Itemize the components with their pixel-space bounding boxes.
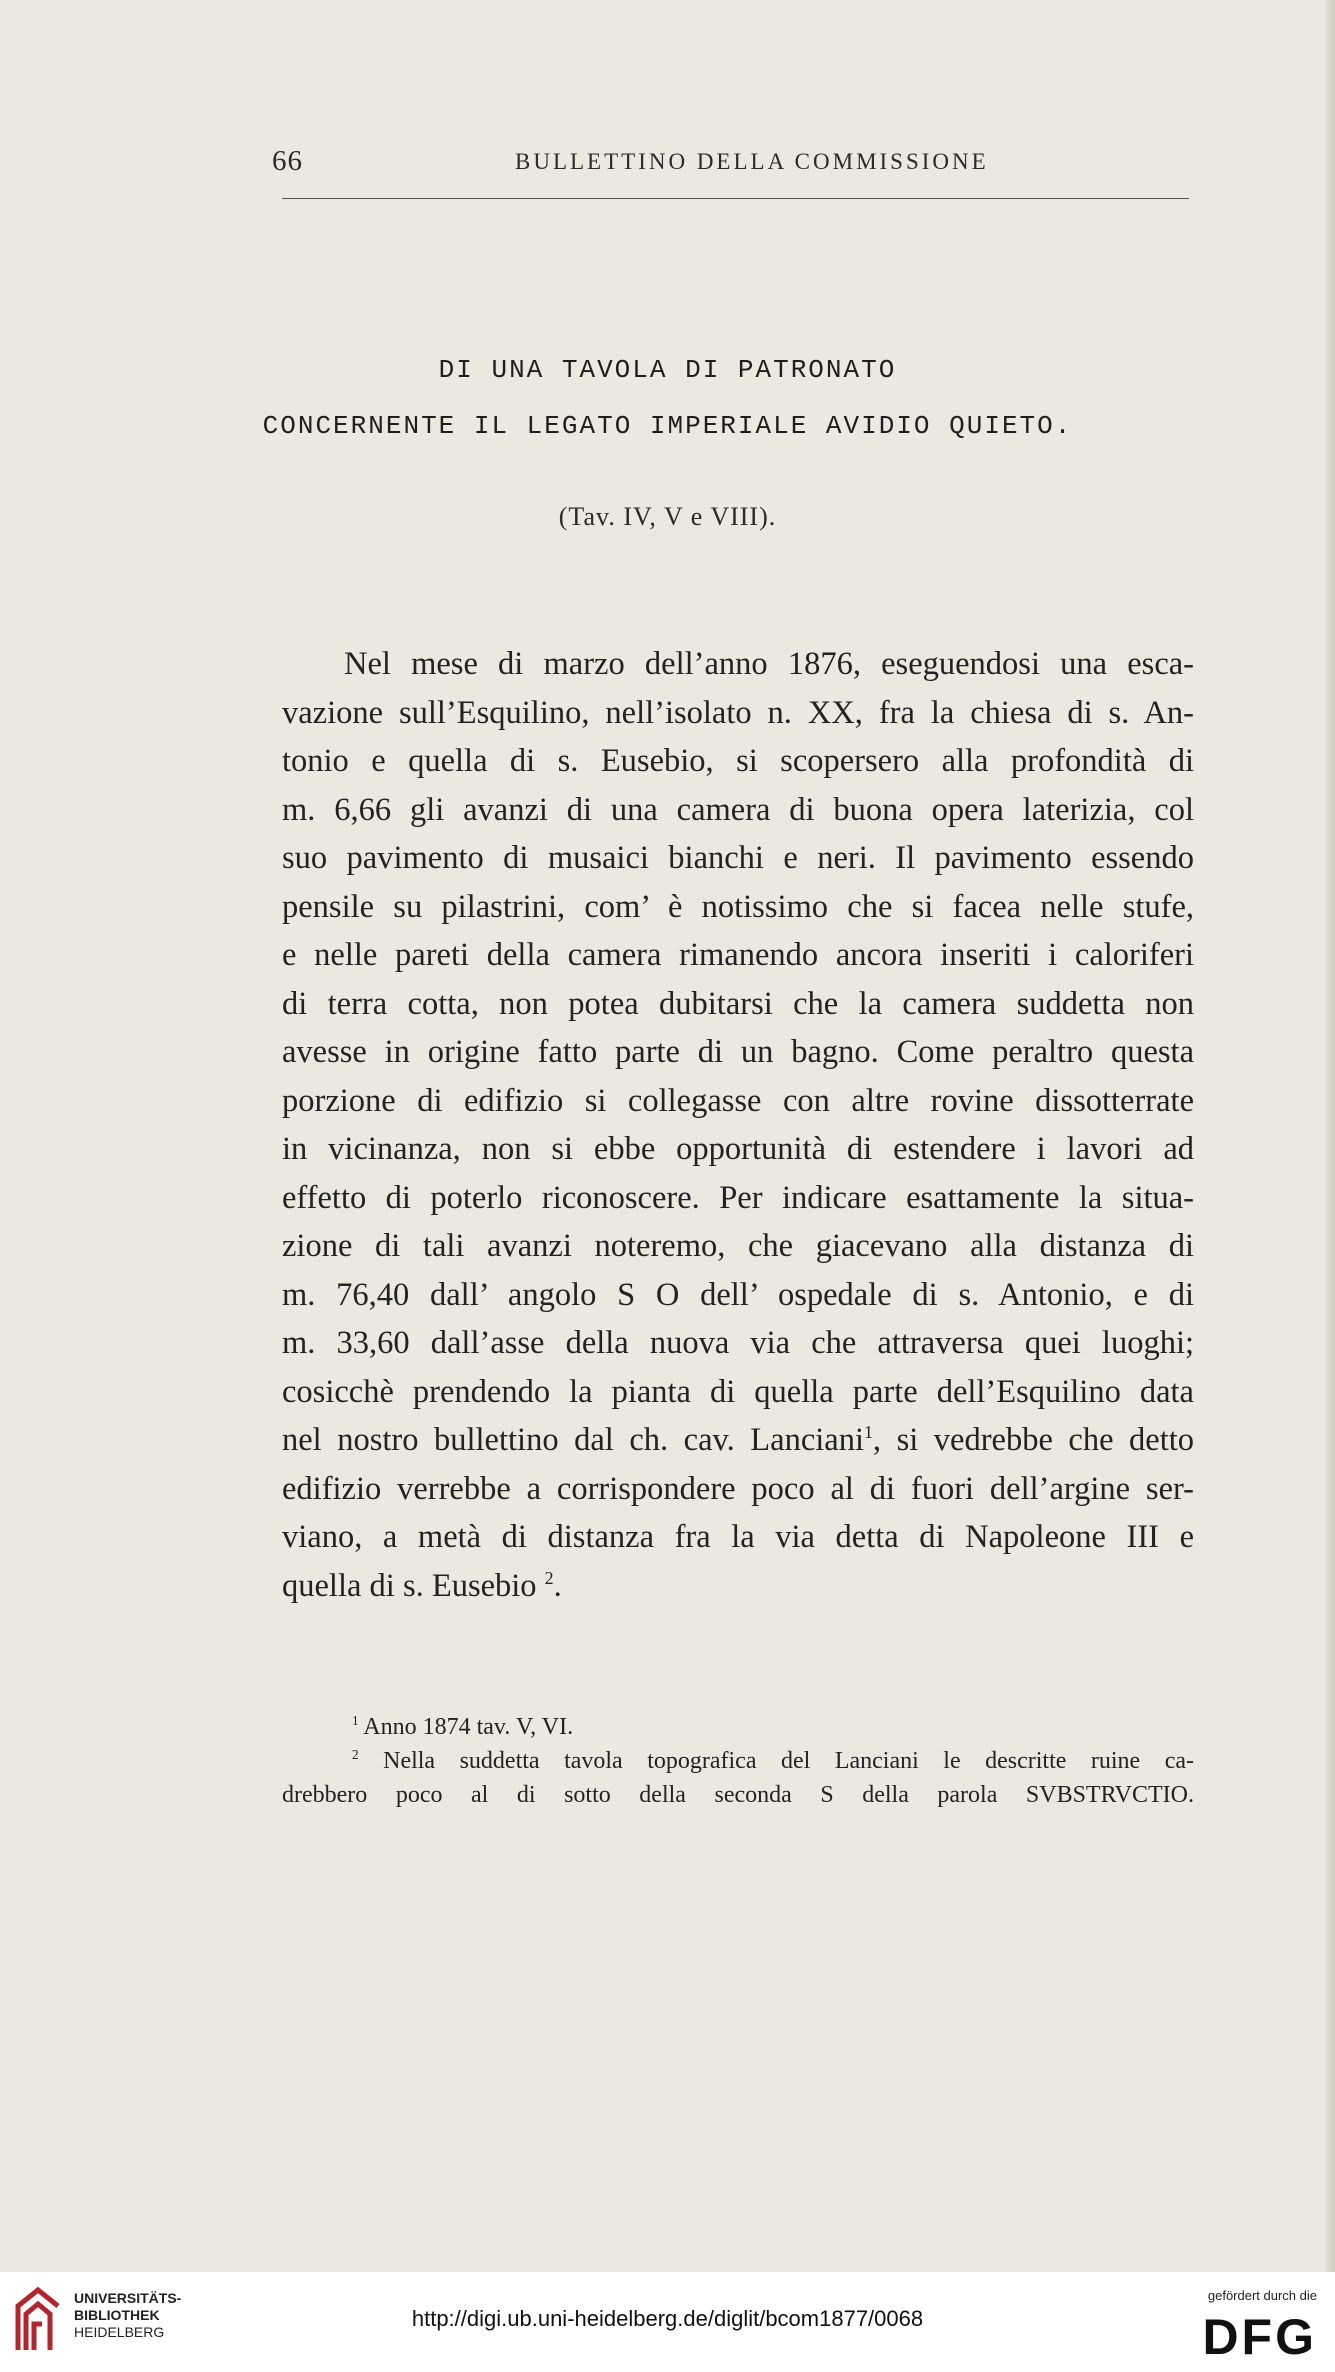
footnote-mark-2: 2 — [352, 1747, 359, 1762]
body-line: pensile su pilastrini, com’ è notissimo che si facea nelle stufe, — [282, 888, 1194, 925]
article-title-line-1: DI UNA TAVOLA DI PATRONATO — [438, 355, 897, 385]
body-line: vazione sull’Esquilino, nell’isolato n. XX, fra la chiesa di s. An- — [282, 694, 1194, 731]
body-line-with-note-1 — [282, 1416, 1194, 1465]
body-line: m. 33,60 dall’asse della nuova via che attraversa quei luoghi; — [282, 1325, 1194, 1361]
body-line: m. 6,66 gli avanzi di una camera di buona opera laterizia, col — [282, 791, 1194, 828]
source-url-link[interactable]: http://digi.ub.uni-heidelberg.de/diglit/bcom1877/0068 — [411, 2306, 924, 2331]
body-line: cosicchè prendendo la pianta di quella parte dell’Esquilino data — [282, 1373, 1194, 1410]
body-line: e nelle pareti della camera rimanendo ancora inseriti i caloriferi — [282, 937, 1194, 973]
footnote-ref-1: 1 — [863, 1422, 873, 1443]
plate-reference: (Tav. IV, V e VIII). — [558, 502, 777, 531]
body-line: effetto di poterlo riconoscere. Per indicare esattamente la situa- — [282, 1179, 1194, 1216]
footnote-2-text: Nella suddetta tavola topografica del Lanciani le descritte ruine ca- — [383, 1748, 1195, 1774]
body-line: tonio e quella di s. Eusebio, si scopersero alla profondità di — [282, 743, 1194, 779]
footnote-2-continued: drebbero poco al di sotto della seconda S della parola SVBSTRVCTIO. — [282, 1782, 1194, 1808]
library-name-line-1: UNIVERSITÄTS- — [74, 2290, 182, 2306]
body-line: viano, a metà di distanza fra la via detta di Napoleone III e — [282, 1519, 1194, 1555]
body-line: avesse in origine fatto parte di un bagno. Come peraltro questa — [282, 1034, 1194, 1070]
body-line: m. 76,40 dall’ angolo S O dell’ ospedale di s. Antonio, e di — [282, 1276, 1194, 1313]
footnote-ref-2: 2 — [544, 1567, 554, 1588]
body-line-text: nel nostro bullettino dal ch. cav. Lanciani — [282, 1422, 864, 1458]
library-name-line-3: HEIDELBERG — [74, 2324, 165, 2340]
sentence-end: . — [553, 1567, 562, 1604]
footnote-mark-1: 1 — [352, 1713, 359, 1728]
body-line: suo pavimento di musaici bianchi e neri. Il pavimento essendo — [282, 840, 1194, 876]
footnote-1 — [282, 1710, 1194, 1744]
body-line: Nel mese di marzo dell’anno 1876, eseguendosi una esca- — [344, 646, 1194, 682]
page-edge-shadow — [1325, 0, 1335, 2272]
body-line-text: , si vedrebbe che detto — [872, 1422, 1194, 1458]
header-rule — [282, 198, 1189, 199]
footnote-1-text: Anno 1874 tav. V, VI. — [363, 1714, 574, 1740]
footnotes — [282, 1710, 1194, 1812]
journal-title: BULLETTINO DELLA COMMISSIONE — [515, 149, 989, 174]
page-number: 66 — [272, 145, 303, 177]
body-line-with-note-2 — [282, 1562, 1194, 1611]
body-line: zione di tali avanzi noteremo, che giacevano alla distanza di — [282, 1228, 1194, 1264]
body-paragraph — [282, 640, 1194, 1610]
body-line: in vicinanza, non si ebbe opportunità di estendere i lavori ad — [282, 1131, 1194, 1167]
body-line: edifizio verrebbe a corrispondere poco al di fuori dell’argine ser- — [282, 1470, 1194, 1507]
running-head — [0, 145, 1335, 181]
body-line-text: quella di s. Eusebio — [282, 1567, 537, 1604]
article-title-line-2: CONCERNENTE IL LEGATO IMPERIALE AVIDIO QUIETO. — [262, 411, 1073, 441]
library-name-line-2: BIBLIOTHEK — [74, 2307, 160, 2323]
body-line: porzione di edifizio si collegasse con altre rovine dissotterrate — [282, 1082, 1194, 1119]
footnote-2 — [282, 1744, 1194, 1778]
funding-note: gefördert durch die — [1207, 2288, 1317, 2303]
body-line: di terra cotta, non potea dubitarsi che la camera suddetta non — [282, 985, 1194, 1022]
dfg-logo: DFG — [1202, 2309, 1317, 2365]
